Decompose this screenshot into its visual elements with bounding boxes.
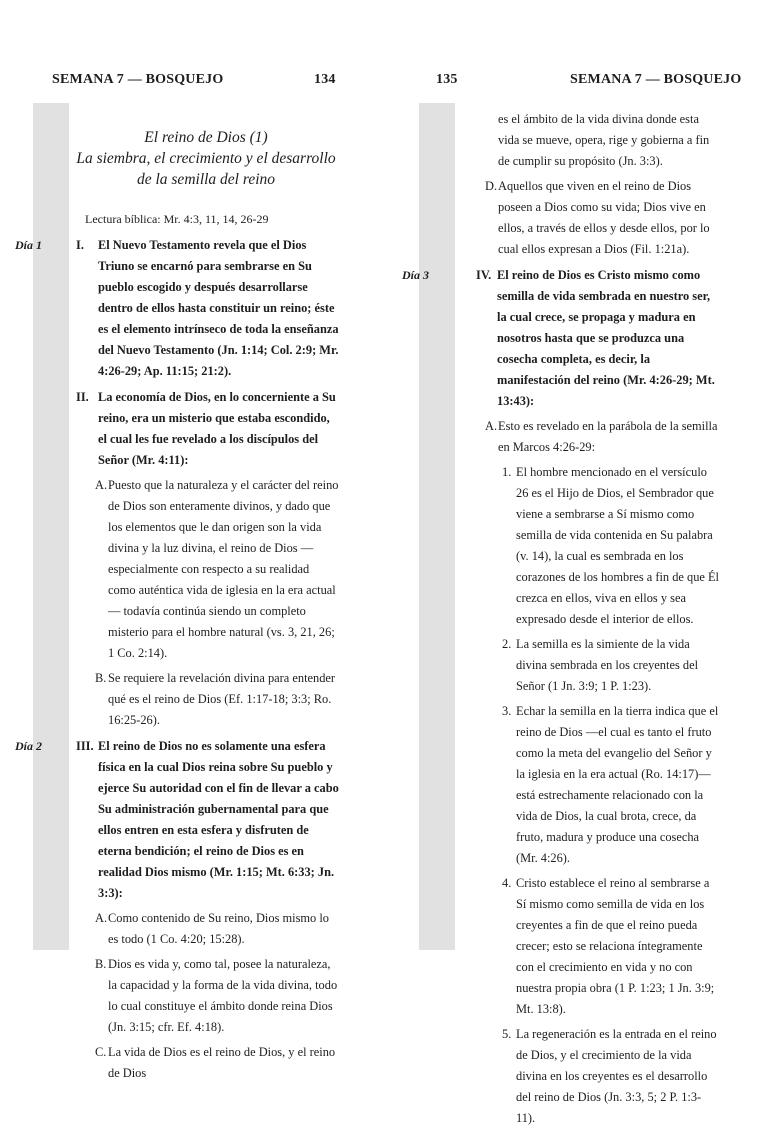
continued-text: es el ámbito de la vida divina donde esta vida se mueve, opera, rige y gobierna a fin de cumplir su propósito (Jn. 3:3).	[498, 112, 710, 168]
running-head-title: SEMANA 7 — BOSQUEJO	[570, 72, 742, 87]
point-text: La economía de Dios, en lo concerniente a Su reino, era un misterio que estaba escondido, el cual les fue revelado a los discípulos del Señor (Mr. 4:11):	[98, 390, 336, 467]
day-marker: Día 3	[402, 268, 429, 282]
point-label: 4.	[502, 876, 512, 890]
point-text: Echar la semilla en la tierra indica que el reino de Dios —el cual es tanto el fruto como la meta del evangelio del Señor y la iglesia en la era actual (Ro. 14:17)— está estrechamente relacionado con la vida de Dios, la cual brota, crece, da fruto, madura y produce una cosecha (Mr. 4:26).	[516, 704, 719, 865]
page-number: 134	[314, 72, 336, 87]
subpoint-d	[419, 176, 719, 260]
right-page-content	[402, 109, 719, 1129]
scripture-reading: Lectura bíblica: Mr. 4:3, 11, 14, 26-29	[85, 212, 269, 226]
point-text: Se requiere la revelación divina para entender qué es el reino de Dios (Ef. 1:17-18; 3:3; Ro. 16:25-26).	[108, 671, 336, 727]
numbered-point	[419, 634, 719, 697]
point-label: B.	[95, 957, 107, 971]
point-label: C.	[95, 1045, 107, 1059]
point-label: A.	[95, 478, 108, 492]
point-label: 2.	[502, 637, 512, 651]
numbered-point	[419, 701, 719, 869]
point-text: Dios es vida y, como tal, posee la naturaleza, la capacidad y la forma de la vida divina, todo lo cual constituye el ámbito donde reina Dios (Jn. 3:15; cfr. Ef. 4:18).	[108, 957, 338, 1034]
point-label: IV.	[476, 268, 492, 282]
subtitle-line: La siembra, el crecimiento y el desarrollo	[76, 150, 336, 167]
point-label: B.	[95, 671, 107, 685]
point-text: Esto es revelado en la parábola de la semilla en Marcos 4:26-29:	[498, 419, 718, 454]
point-label: D.	[485, 179, 498, 193]
left-page	[0, 0, 384, 1080]
point-label: 1.	[502, 465, 512, 479]
outline-point-1	[15, 235, 339, 382]
day-marker: Día 1	[15, 238, 42, 252]
outline-point-3	[15, 736, 339, 904]
point-label: A.	[95, 911, 108, 925]
point-text: El Nuevo Testamento revela que el Dios Triuno se encarnó para sembrarse en Su pueblo escogido y después desarrollarse dentro de ellos hasta constituir un reino; éste es el elemento intrínseco de toda la enseñanza del Nuevo Testamento (Jn. 1:14; Col. 2:9; Mr. 4:26-29; Ap. 11:15; 21:2).	[98, 238, 339, 378]
outline-point-2	[33, 387, 339, 471]
point-text: El hombre mencionado en el versículo 26 es el Hijo de Dios, el Sembrador que viene a sembrarse a Sí mismo como semilla de vida contenida en Su palabra (v. 14), la cual es sembrada en los corazones de los hombres a fin de que Él crezca en ellos, viva en ellos y sea expresado desde el interior de ellos.	[516, 465, 719, 626]
subpoint-a	[33, 475, 339, 664]
right-page	[384, 0, 768, 1125]
title-line: El reino de Dios (1)	[144, 129, 268, 146]
subpoint-a	[33, 908, 339, 950]
outline-title	[73, 127, 339, 190]
outline-point-4	[402, 265, 719, 412]
point-label: 5.	[502, 1027, 512, 1041]
point-label: I.	[76, 238, 84, 252]
subtitle-line: de la semilla del reino	[136, 171, 276, 188]
point-text: Puesto que la naturaleza y el carácter del reino de Dios son enteramente divinos, y dado que los elementos que le dan origen son la vida divina y la luz divina, el reino de Dios —especialmente con respecto a su realidad como auténtica vida de iglesia en la era actual— todavía continúa siendo un completo misterio para el hombre natural (vs. 3, 21, 26; 1 Co. 2:14).	[108, 478, 339, 660]
point-text: El reino de Dios es Cristo mismo como semilla de vida sembrada en nuestro ser, la cual crece, se propaga y madura en nosotros hasta que se produzca una cosecha completa, es decir, la manifestación del reino (Mr. 4:26-29; Mt. 13:43):	[497, 268, 715, 408]
point-text: El reino de Dios no es solamente una esfera física en la cual Dios reina sobre Su pueblo y ejerce Su autoridad con el fin de llevar a cabo Su administración gubernamental para que ellos entren en esta esfera y disfruten de eterna bendición; el reino de Dios es en realidad Dios mismo (Mr. 1:15; Mt. 6:33; Jn. 3:3):	[98, 739, 339, 900]
point-text: Aquellos que viven en el reino de Dios poseen a Dios como su vida; Dios vive en ellos, a través de ellos y desde ellos, por lo cual ellos expresan a Dios (Fil. 1:21a).	[498, 179, 710, 256]
subpoint-b	[33, 668, 339, 731]
point-label: A.	[485, 419, 498, 433]
subpoint-a	[419, 416, 719, 458]
point-label: 3.	[502, 704, 512, 718]
point-label: II.	[76, 390, 89, 404]
point-text: La semilla es la simiente de la vida divina sembrada en los creyentes del Señor (1 Jn. 3:9; 1 P. 1:23).	[516, 637, 699, 693]
subpoint-b	[33, 954, 339, 1038]
subpoint-c	[33, 1042, 339, 1084]
left-page-content	[15, 127, 339, 1084]
page-number: 135	[436, 72, 458, 87]
point-text: La regeneración es la entrada en el reino de Dios, y el crecimiento de la vida divina en los creyentes es el desarrollo del reino de Dios (Jn. 3:3, 5; 2 P. 1:3-11).	[516, 1027, 717, 1125]
numbered-point	[419, 1024, 719, 1129]
point-text: La vida de Dios es el reino de Dios, y el reino de Dios	[108, 1045, 336, 1080]
running-head-title: SEMANA 7 — BOSQUEJO	[52, 72, 224, 87]
point-label: III.	[76, 739, 94, 753]
day-marker: Día 2	[15, 739, 42, 753]
numbered-point	[419, 462, 719, 630]
numbered-point	[419, 873, 719, 1020]
point-text: Como contenido de Su reino, Dios mismo lo es todo (1 Co. 4:20; 15:28).	[108, 911, 329, 946]
point-text: Cristo establece el reino al sembrarse a Sí mismo como semilla de vida en los creyentes a fin de que el reino pueda crecer; esto se relaciona íntegramente con el crecimiento en vida y no con nuestra propia obra (1 P. 1:23; 1 Jn. 3:9; Mt. 13:8).	[516, 876, 715, 1016]
